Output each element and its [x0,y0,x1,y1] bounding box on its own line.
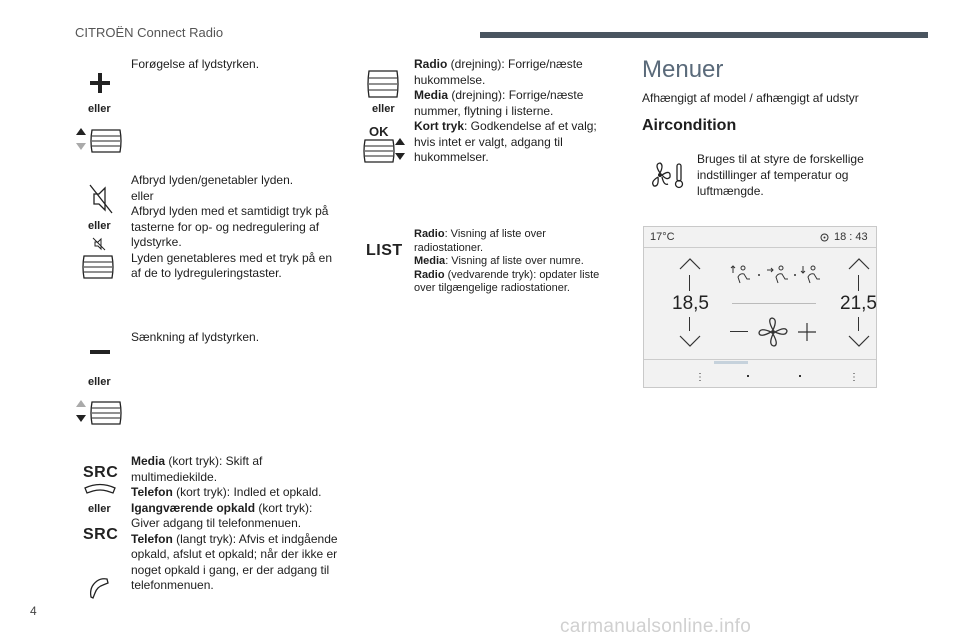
src-label: SRC [83,526,119,543]
menu-dots-icon[interactable]: ⋮ [849,372,859,383]
right-temp-up-arrow-icon[interactable] [848,258,870,270]
right-temp-down-arrow-icon[interactable] [848,335,870,347]
fan-increase-icon[interactable] [798,323,816,341]
climate-screen [643,226,877,388]
src-line: Igangværende opkald (kort tryk): Giver adgang til telefonmenuen. [131,500,313,530]
watermark: carmanualsonline.info [560,616,752,637]
menu-dots-icon[interactable]: ⋮ [695,372,705,383]
minus-icon [90,350,110,356]
volume-button-icon [82,254,116,280]
dial-text [414,57,606,166]
menu-subtitle: Afhængigt af model / afhængigt af udstyr [642,91,859,105]
ok-dial-button-icon [363,138,405,164]
mute-small-icon [93,238,105,250]
mute-line: Lyden genetableres med et tryk på en af de to lydreguleringstaster. [131,250,333,280]
mute-line: eller [131,188,154,203]
eller-label: eller [372,103,395,115]
fan-icon [758,317,788,347]
ok-label: OK [369,124,389,139]
left-temperature[interactable]: 18,5 [672,293,709,314]
left-temp-tick [689,317,690,331]
dial-line: Radio (drejning): Forrige/næste hukommelse. [414,57,583,87]
aircondition-description: Bruges til at styre de forskellige indstillinger af temperatur og luftmængde. [697,152,864,198]
dial-line: Media (drejning): Forrige/næste nummer, flytning i listerne. [414,88,584,118]
eller-label: eller [88,103,111,115]
right-temp-tick [858,317,859,331]
dial-button-icon [367,69,401,99]
outside-temperature: 17°C [650,231,675,243]
right-temp-tick [858,275,859,291]
list-line: Radio (vedvarende tryk): opdater liste over tilgængelige radiostationer. [414,268,600,294]
mute-text [131,173,341,282]
mute-icon [90,185,112,213]
dial-line: Kort tryk: Godkendelse af et valg; hvis intet er valgt, adgang til hukommelser. [414,119,597,164]
header-title: CITROËN Connect Radio [75,25,224,40]
left-temp-tick [689,275,690,291]
fan-decrease-icon[interactable] [730,331,748,332]
phone-button-icon [83,483,117,495]
list-text [414,228,610,296]
src-line: Media (kort tryk): Skift af multimediekilde. [131,454,263,484]
gps-icon [820,233,829,242]
aircondition-icon [652,162,686,188]
mute-line: Afbryd lyden med et samtidigt tryk på tasterne for op- og nedregulering af lydstyrke. [131,204,329,249]
right-temperature[interactable]: 21,5 [840,293,877,314]
eller-label: eller [88,220,111,232]
airflow-up-icon[interactable] [730,265,752,285]
left-temp-up-arrow-icon[interactable] [679,258,701,270]
list-line: Media: Visning af liste over numre. [414,255,584,267]
eller-label: eller [88,376,111,388]
clock: 18 : 43 [834,231,868,243]
airflow-center-icon[interactable] [766,265,790,285]
mute-line: Afbryd lyden/genetabler lyden. [131,173,294,187]
src-line: Telefon (langt tryk): Afvis et indgående opkald, afslut et opkald; når der ikke er noget opkald i gang, er der adgang til telefonmenuen. [131,531,338,592]
volume-up-button-icon [78,128,123,154]
volume-up-text: Forøgelse af lydstyrken. [131,57,260,71]
active-tab-indicator [714,361,748,364]
header-bar [480,32,928,38]
tab-dot[interactable] [747,375,749,377]
src-text [131,454,343,594]
plus-icon [90,73,110,93]
list-line: Radio: Visning af liste over radiostationer. [414,228,546,254]
list-label: LIST [366,242,403,259]
phone-handset-icon [87,577,111,601]
airflow-down-icon[interactable] [800,265,822,285]
page-number: 4 [30,604,37,618]
volume-down-button-icon [78,400,123,426]
divider [732,303,816,304]
src-line: Telefon (kort tryk): Indled et opkald. [131,485,322,499]
aircondition-title: Aircondition [642,117,737,134]
src-label: SRC [83,464,119,481]
tab-dot[interactable] [799,375,801,377]
menu-title: Menuer [642,56,724,83]
eller-label: eller [88,503,111,515]
left-temp-down-arrow-icon[interactable] [679,335,701,347]
volume-down-text: Sænkning af lydstyrken. [131,330,260,344]
